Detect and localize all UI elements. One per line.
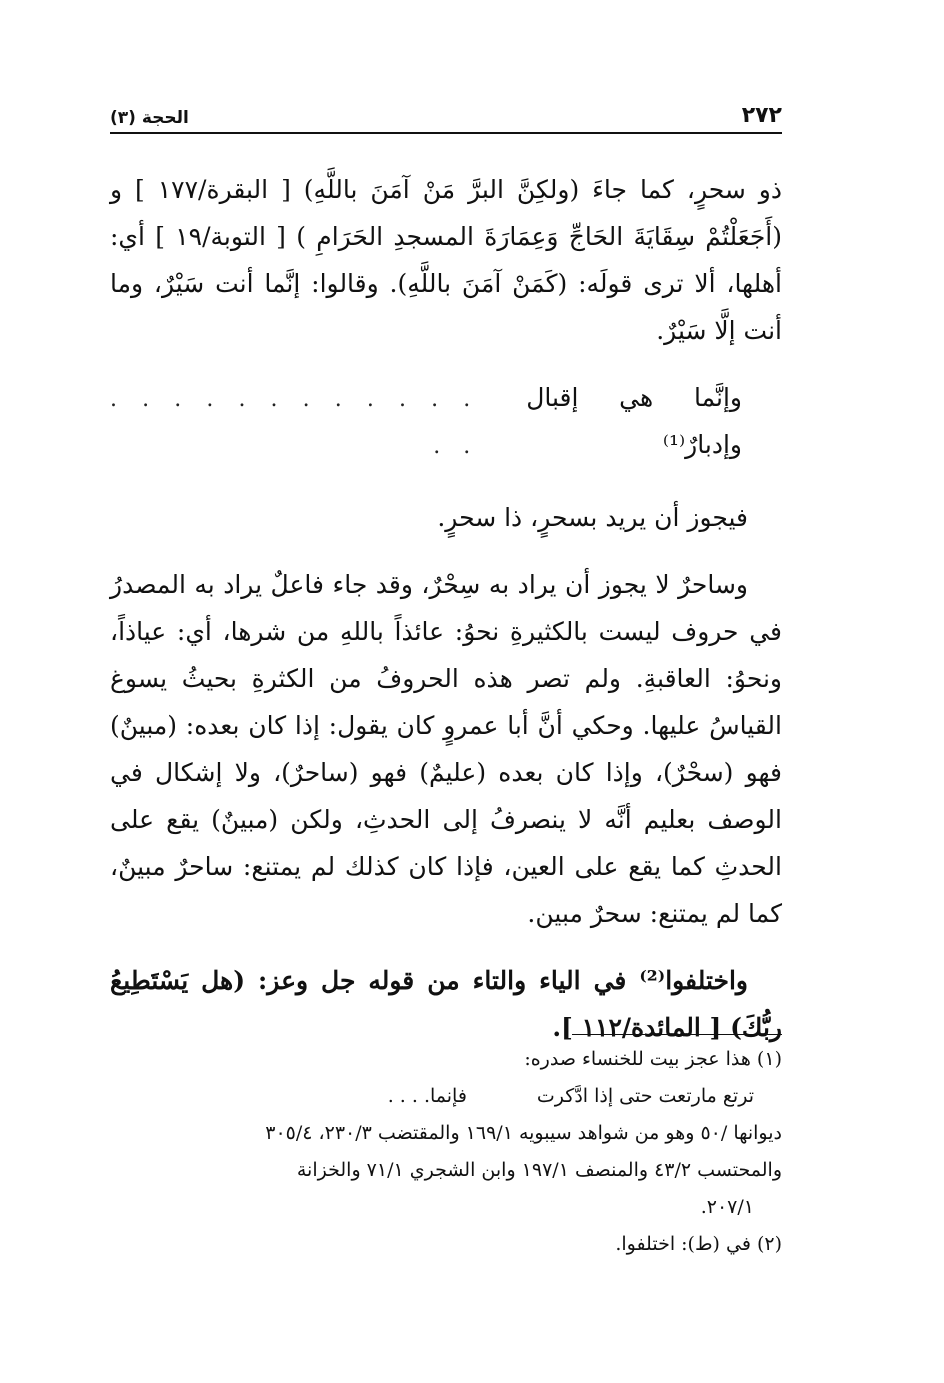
verse-ellipsis: . . . . . . . . . . . . . . [110, 387, 479, 459]
footnote-1-verse-second: فإنما. . . . [387, 1085, 467, 1107]
poetry-verse [110, 374, 782, 470]
page-number: ٢٧٢ [741, 103, 782, 128]
footnote-1-sources-cont: والمحتسب ٤٣/٢ والمنصف ١٩٧/١ وابن الشجري ٧١/١ والخزانة [296, 1159, 782, 1181]
page-header [110, 96, 782, 134]
main-text [110, 166, 782, 1071]
footnotes [110, 1034, 782, 1263]
footnote-divider [572, 1034, 782, 1035]
paragraph-quran-examples: ذو سحرٍ، كما جاءَ (ولكِنَّ البرَّ مَنْ آمَنَ باللَّهِ) [ البقرة/١٧٧ ] و (أَجَعَلْتُمْ سِقَايَةَ الحَاجِّ وَعِمَارَةَ المسجدِ الحَرَامِ ) [ التوبة/١٩ ] أي: أهلها، ألا ترى قولَه: (كَمَنْ آمَنَ باللَّهِ). وقالوا: إنَّما أنت سَيْرٌ، وما أنت إلَّا سَيْرٌ. [110, 175, 782, 345]
book-page [110, 96, 782, 1356]
footnote-1-sources-end: ٢٠٧/١. [700, 1196, 754, 1218]
footnote-rule-wrap [110, 1034, 782, 1041]
running-title: الحجة (٣) [110, 108, 189, 128]
footnote-1-intro: (١) هذا عجز بيت للخنساء صدره: [524, 1048, 782, 1070]
paragraph-dhu-sihr: فيجوز أن يريد بسحرٍ، ذا سحرٍ. [437, 503, 748, 532]
verse-hemistich: وإنَّما هي إقبال وإدبارٌ⁽¹⁾ [526, 383, 742, 459]
footnote-1-verse [110, 1078, 782, 1115]
footnote-1-verse-first: ترتع مارتعت حتى إذا ادَّكرت [536, 1085, 754, 1107]
paragraph-ikhtalafu: واختلفوا⁽²⁾ في الياء والتاء من قوله جل وعز: (هل يَسْتَطِيعُ ربُّكَ) [ المائدة/١١٢ ]. [110, 966, 782, 1042]
footnote-2: (٢) في (ط): اختلفوا. [615, 1233, 782, 1255]
paragraph-sahir: وساحرٌ لا يجوز أن يراد به سِحْرٌ، وقد جاء فاعلٌ يراد به المصدرُ في حروف ليست بالكثيرةِ نحوُ: عائذاً باللهِ من شرها، أي: عياذاً، ونحوُ: العاقبةِ. ولم تصر هذه الحروفُ من الكثرةِ بحيثُ يسوغ القياسُ عليها. وحكي أنَّ أبا عمروٍ كان يقول: إذا كان بعده: (مبينٌ) فهو (سحْرٌ)، وإذا كان بعده (عليمٌ) فهو (ساحرٌ)، ولا إشكال في الوصف بعليم أنَّه لا ينصرفُ إلى الحدثِ، ولكن (مبينٌ) يقع على الحدثِ كما يقع على العين، فإذا كان كذلك لم يمتنع: ساحرٌ مبينٌ، كما لم يمتنع: سحرٌ مبين. [110, 570, 782, 928]
footnote-1-sources: ديوانها /٥٠ وهو من شواهد سيبويه ١٦٩/١ والمقتضب ٢٣٠/٣، ٣٠٥/٤ [265, 1122, 782, 1144]
